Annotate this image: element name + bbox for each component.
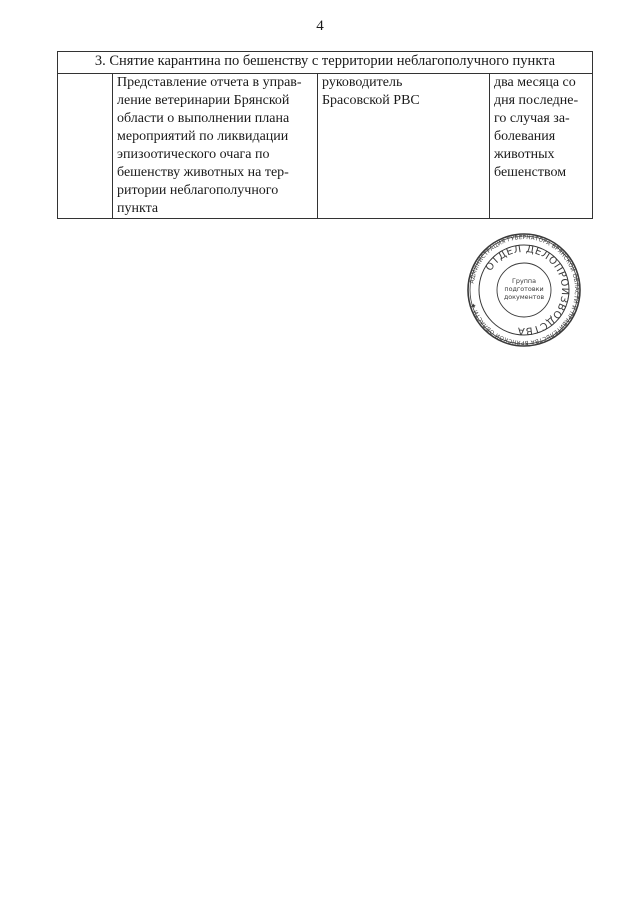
text-line: эпизоотического очага по [117,147,270,162]
stamp-center-line-3: документов [503,293,545,301]
section-heading-row [58,52,593,74]
text-line: области о выполнении плана [117,111,290,126]
stamp-center-line-2: подготовки [504,285,544,293]
responsible-cell [318,74,490,219]
text-line: ление ветеринарии Брянской [117,93,290,108]
text-line: го случая за- [494,111,570,126]
task-description-cell [113,74,318,219]
section-heading: 3. Снятие карантина по бешенству с территории неблагополучного пункта [58,52,593,74]
text-line: дня последне- [494,93,579,108]
text-line: болевания [494,129,556,144]
text-line: животных [494,147,555,162]
deadline-text [494,74,588,182]
task-description [117,74,313,218]
page-number: 4 [316,18,324,34]
row-index-cell [58,74,113,219]
text-line: руководитель [322,75,403,90]
stamp-arc-label: ОТДЕЛ ДЕЛОПРОИЗВОДСТВА [483,243,571,337]
stamp-outer-ring-text: АДМИНИСТРАЦИЯ ГУБЕРНАТОРА БРЯНСКОЙ ОБЛАСТИ И ПРАВИТЕЛЬСТВА БРЯНСКОЙ ОБЛАСТИ ✱ [469,234,580,346]
text-line: бешенством [494,165,567,180]
document-table [57,51,593,219]
text-line: пункта [117,201,159,216]
responsible-text [322,74,485,110]
text-line: два месяца со [494,75,576,90]
table-row [58,74,593,219]
stamp-center-line-1: Группа [511,277,537,285]
text-line: ритории неблагополучного [117,183,279,198]
text-line: Представление отчета в управ- [117,75,302,90]
text-line: Брасовской РВС [322,93,420,108]
department-stamp [466,232,582,348]
text-line: мероприятий по ликвидации [117,129,289,144]
deadline-cell [490,74,593,219]
text-line: бешенству животных на тер- [117,165,289,180]
